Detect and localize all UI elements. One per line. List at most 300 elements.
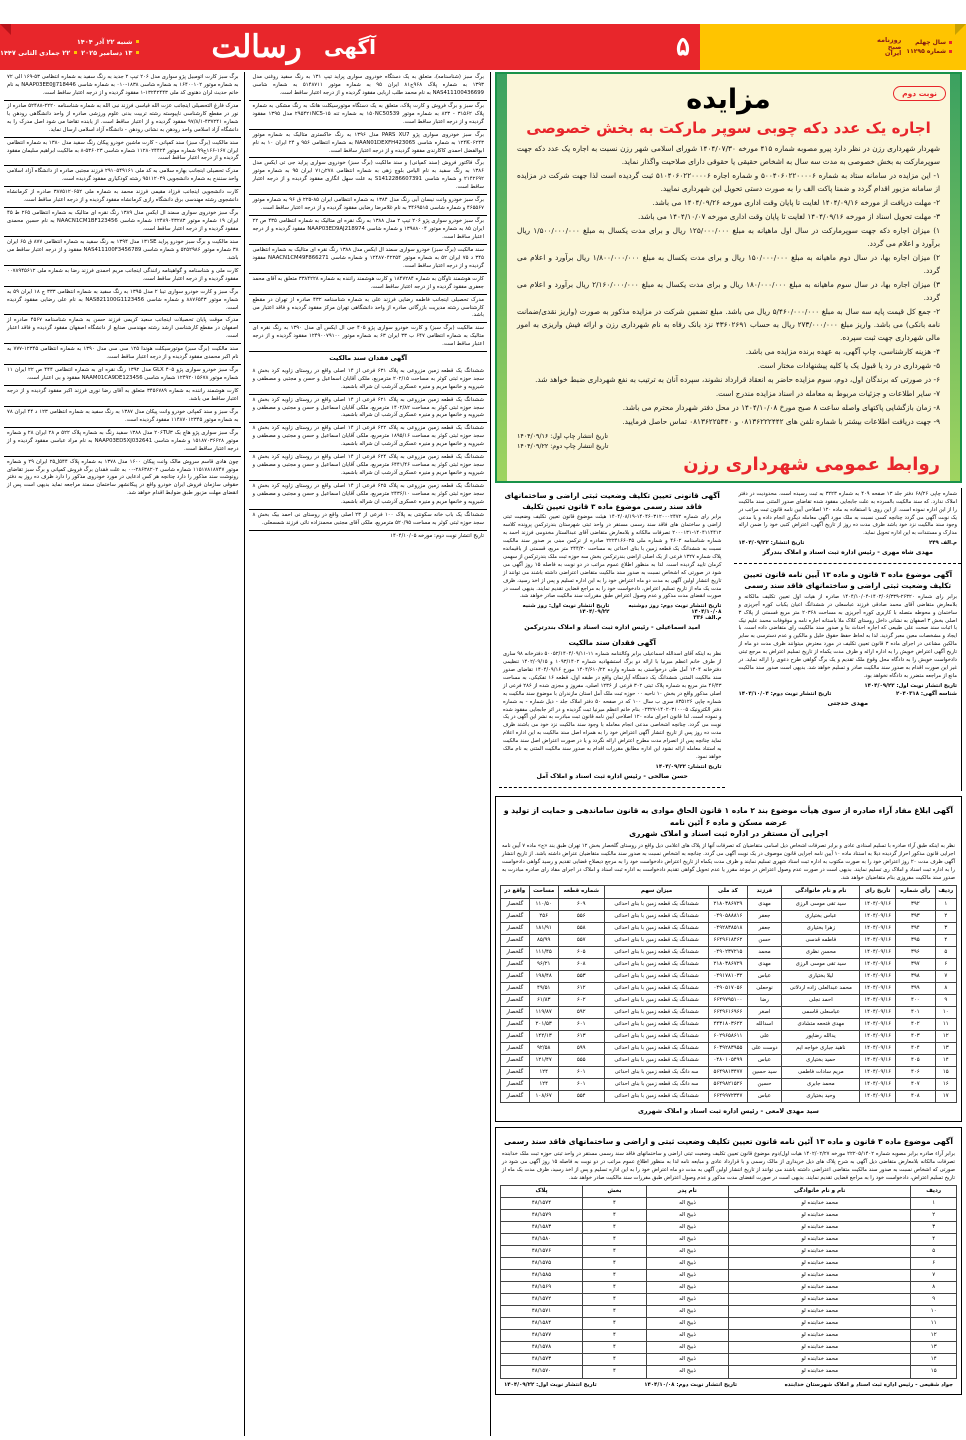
cell-share: سه دانگ یک قطعه زمین با بنای احداثی (604, 1078, 709, 1090)
cell-district: ۴ (583, 1306, 647, 1318)
cell-radif: ۸ (911, 1282, 957, 1294)
th2-full-name: نام و نام خانوادگی (728, 1186, 910, 1198)
cell-date: ۱۴۰۴/۰۹/۱۶ (860, 1078, 896, 1090)
table-khodabandeh (500, 1185, 957, 1379)
cell-district: ۴ (583, 1258, 647, 1270)
year-row (906, 39, 952, 46)
cell-father: ذبیح اله (646, 1330, 728, 1342)
cell-nid: ۲۱۸۰۳۸۶۷۲۹ (709, 898, 747, 910)
classified-ad (249, 101, 486, 130)
cell-radif: ۱۷ (935, 1090, 956, 1102)
ad-text: برگ سبز سواری پژو هاچ بک ۲۰۶TU۳ مدل ۱۳۸۸ سفید رنگ به شماره پلاک ۵۲۲ م ۲۸ ایران ۲۸ و شماره موتور ۱۵۱۸۷۰۳۶۶۲۸ و شماره شاسی NAAP03ED5XJ032641 به نام مراد عباسی مفقود گردیده و از درجه اعتبار ساقط است. (6, 429, 239, 452)
cell-father: دوست علی (747, 1042, 782, 1054)
ad-text: برگ سبز خودرو سواری پژو ۲۰۶ تیپ ۲ مدل ۱۳۸۸ به رنگ نقره ای متالیک به شماره انتظامی ۴۳۵ ص ۲۲ ایران ۸۵ به شماره موتور ۱۳۹۸۸۰۰۴ و شماره شاسی NAAP03ED9AJ218974 مفقود گردیده و از درجه اعتبار ساقط است. (252, 218, 484, 240)
th-ray-number: رأی شماره (895, 886, 935, 898)
cell-date: ۱۴۰۴/۰۹/۱۶ (860, 898, 896, 910)
cell-district: ۴ (583, 1222, 647, 1234)
round-badge: نوبت دوم (893, 86, 946, 101)
cell-radif: ۱۵ (935, 1066, 956, 1078)
cell-date: ۱۴۰۴/۰۹/۱۶ (860, 934, 896, 946)
table-row (500, 946, 956, 958)
table-row (500, 1270, 956, 1282)
cell-name: مریم سادات فاطمی (782, 1066, 860, 1078)
classified-ad (4, 166, 241, 187)
notice-hadishahri-ref: شناسه آگهی: ۲۰۴۰۳۱۸ (895, 690, 957, 697)
cell-district: ۴ (583, 1330, 647, 1342)
corner-fold-right (0, 24, 11, 35)
cell-date: ۱۴۰۴/۰۹/۱۶ (860, 1090, 896, 1102)
cell-father: حسین (747, 1078, 782, 1090)
table2-date-first: تاریخ انتشار نوبت اول: ۱۴۰۴/۰۹/۲۲ (503, 1381, 597, 1388)
cell-radif: ۸ (935, 982, 956, 994)
cell-ray: ۴۰۲ (895, 1018, 935, 1030)
cell-father: مهدی (747, 958, 782, 970)
cell-area: ۱۱۰/۵۰ (529, 898, 558, 910)
cell-loc: گلخصار (500, 994, 529, 1006)
date-block (0, 38, 139, 57)
column-left (495, 72, 962, 1436)
cell-area: ۱۴۲/۱۳ (529, 1030, 558, 1042)
cell-plot: ۶۰۱ (558, 1018, 604, 1030)
classified-ad (249, 274, 486, 295)
cell-father: ذبیح اله (646, 1366, 728, 1378)
cell-name: محسن نظری (782, 946, 860, 958)
notice-lost-deed-head: آگهی فقدان سند مالکیت (568, 638, 656, 648)
ad-text: ششدانگ یک باب خانه سکونتی به پلاک ۱۰۰ فرعی از ۲۳ اصلی واقع در روستای نی احمد بیک بخش ۸ سجد حوزه ثبتی کوثر به مساحت ۵۲۰/۹۵ مترمربع، ملکی آقای مجتبی محمدزاده نائی فرزند شمسعلی. (252, 511, 484, 526)
cell-father: ذبیح اله (646, 1294, 728, 1306)
cell-share: ششدانگ یک قطعه زمین با بنای احداثی (604, 958, 709, 970)
cell-ray: ۳۹۲ (895, 898, 935, 910)
th-radif: ردیف (935, 886, 956, 898)
cell-radif: ۵ (935, 946, 956, 958)
cell-share: ششدانگ یک قطعه زمین با بنای احداثی (604, 922, 709, 934)
table2-signature: جواد شفیعی - رئیس اداره ثبت اسناد و املاک شهرستان خدابنده (784, 1381, 953, 1388)
cell-area: ۱۱۱/۴۵ (529, 946, 558, 958)
classified-ad (4, 365, 241, 386)
notice-bandargaz-signature: مهدی شاه مهری - رئیس اداره ثبت اسناد و املاک بندرگز (762, 549, 933, 557)
cell-radif: ۳ (911, 1222, 957, 1234)
notice-bandargaz-body: شماره چاپی ۶۸/۲۶ دفتر جلد ۱۳ صفحه ۴۰۹ به شماره ۳۲۲۳ به ثبت رسیده است. محدودیت در دفتر املاک ندارد. که سند مالکیت بالسرده به علت جابجایی مفقود شده تقاضای صدور المثنی سند مالکیت را از این اداره نموده است. از این روی با استفاده به ماده ۱۲۰ اصلاحی آیین نامه قانون ثبت مراتب در یک نوبت آگهی می گردد چنانچه کسی نسبت به ملک مورد آگهی معامله دیگری انجام داده و یا مدعی وجود سند مالکیت نزد خود باشد ظرف مدت ده روز از تاریخ آگهی، اعتراض کتبی خود را ضمن ارائه مدارک و مستندات به این اداره تحویل نماید. (738, 490, 957, 537)
cell-share: ششدانگ یک قطعه زمین با بنای احداثی (604, 946, 709, 958)
classified-ad (4, 266, 241, 287)
th2-father: نام پدر (646, 1186, 728, 1198)
ad-text: ششدانگ یک قطعه زمین مزروعی به پلاک ۶۲۵ فرعی از ۱۴ اصلی واقع در روستای زاویه کرد بخش ۸ سجد حوزه ثبتی کوثر به مساحت ۲۴۳۶/۱۰ مترمربع، ملکی آقایان اسماعیل و حسن و مجتبی و مصطفی و شیرویه و خانمها مریم و منیره عسکری آذرشب ان شراله باشمید. (252, 483, 484, 505)
table1-title-line2: اجرایی آن مستقر در اداره ثبت اسناد و املاک شهرری (629, 829, 828, 839)
cell-plot: ۵۵۷ (558, 934, 604, 946)
notice-bandargaz (734, 488, 961, 560)
cell-plot: ۶۰۹ (558, 898, 604, 910)
th2-district: بخش (583, 1186, 647, 1198)
classified-ad (249, 245, 486, 274)
cell-area: ۱۲۴ (529, 1066, 558, 1078)
cell-ray: ۴۰۳ (895, 1030, 935, 1042)
cell-area: ۹۶/۲۱ (529, 958, 558, 970)
cell-plaque: ۴۸/۱۵۷۶ (500, 1246, 582, 1258)
notice-subcolumn-right (730, 488, 962, 791)
table-row (500, 1222, 956, 1234)
auction-intro: شهردار شهرداری رزن در نظر دارد پیرو مصوبه شماره ۴۱۵ مورخه ۱۴۰۴/۰۷/۳۰ شورای اسلامی شهر رزن نسبت به اجاره یک عدد دکه جهت سوپرمارکت به بخش خصوصی به مدت سه سال به اشخاص حقیقی یا حقوقی دارای صلاحیت واگذار نماید. (516, 144, 940, 166)
logo-line-3: ایران (884, 49, 902, 58)
classified-mid-heading: آگهی فقدان سند مالکیت (329, 354, 408, 363)
cell-radif: ۷ (935, 970, 956, 982)
cell-father: ذبیح اله (646, 1354, 728, 1366)
date-other-row (0, 49, 139, 57)
table-row (500, 898, 956, 910)
cell-nid: ۶۰۳۹۲۸۳۹۵۵ (709, 1042, 747, 1054)
cell-name: محمد خدابنده لو (728, 1294, 910, 1306)
classified-ad (249, 481, 486, 510)
cell-father: سید حسین (747, 1066, 782, 1078)
cell-loc: گلخصار (500, 910, 529, 922)
auction-body (517, 143, 940, 429)
cell-loc: گلخصار (500, 1054, 529, 1066)
cell-district: ۴ (583, 1246, 647, 1258)
cell-plot: ۵۵۸ (558, 922, 604, 934)
ad-text: سند مالکیت (برگ سبز) سند کمپانی - کارت ماشین خودرو پیکان رنگ سفید مدل ۱۳۸۰ به شماره انتظامی ایران ۱۶۷-۱۶۶ج۹۹ شماره موتور ۱۱۲۸۰۲۴۴۲۴ شماره شاسی ۵۳۶۰۲۳-۸ به مالکیت ابراهیم سلیمان مفقود گردیده و از درجه اعتبار ساقط است. (6, 139, 239, 162)
table-row (500, 1066, 956, 1078)
cell-plaque: ۴۸/۱۵۷۱ (500, 1306, 582, 1318)
cell-father: ذبیح اله (646, 1306, 728, 1318)
table-row (500, 1330, 956, 1342)
notice-torkaman-date-first: تاریخ انتشار نوبت اول: روز شنبه ۱۴۰۴/۰۹/۲۲ (522, 603, 610, 616)
cell-name: محمد خدابنده لو (728, 1234, 910, 1246)
classified-ad (249, 158, 486, 195)
bullet-square-icon (949, 50, 952, 53)
cell-share: ششدانگ یک قطعه زمین با بنای احداثی (604, 1054, 709, 1066)
cell-share: ششدانگ یک قطعه زمین با بنای احداثی (604, 1042, 709, 1054)
cell-nid: ۰۴۹۰۵۱۷۰۵۶ (709, 982, 747, 994)
cell-loc: گلخصار (500, 970, 529, 982)
table1-section (495, 796, 962, 1122)
cell-name: یدالله رضاپور (782, 1030, 860, 1042)
newspaper-logo (877, 37, 952, 57)
cell-name: محمد جابری (782, 1078, 860, 1090)
cell-name: محمد خدابنده لو (728, 1318, 910, 1330)
ad-text: برگ سبز خودرو وانت نیسان آبی رنگ مدل ۱۳۸۴ به شماره انتظامی ایران ۸۵-۲۲۵ ق ۹۶ به شماره موتور ۴۶۵۵۶۷ و شماره شاسی ۳۴۶۹۵۱۵ به نام غلامرضا رضایی مفقود گردیده و از درجه اعتبار ساقط است. (252, 197, 484, 212)
cell-name: محمد خدابنده لو (728, 1282, 910, 1294)
cell-father: عباس (747, 970, 782, 982)
auction-item: ۳- مهلت تحویل اسناد از مورخه ۱۴۰۴/۰۹/۱۶ لغایت تا پایان وقت اداری مورخه ۱۴۰۴/۱۰/۰۷ می باشد. (638, 211, 940, 221)
cell-date: ۱۴۰۴/۰۹/۱۶ (860, 1030, 896, 1042)
th2-radif: ردیف (911, 1186, 957, 1198)
cell-area: ۱۹۸/۴۸ (529, 970, 558, 982)
classified-ad (249, 423, 486, 452)
cell-father: جعفر (747, 922, 782, 934)
cell-ray: ۴۰۸ (895, 1090, 935, 1102)
table1-title (502, 805, 955, 840)
ad-text: ششدانگ یک قطعه زمین مزروعی به پلاک ۶۲۲ فرعی از ۱۴ اصلی واقع در روستای زاویه کرد بخش ۸ سجد حوزه ثبتی کوثر به مساحت ۱۸۹۵/۱۶ مترمربع، ملکی آقایان اسماعیل و حسن و مجتبی و مصطفی و شیرویه و خانمها مریم و منیره عسکری آذرشب ان شراله باشمید. (252, 425, 484, 448)
cell-name: محمد خدابنده لو (728, 1246, 910, 1258)
cell-share: ششدانگ یک قطعه زمین با بنای احداثی (604, 970, 709, 982)
cell-nid: ۶۶۴۹۷۹۵۱۰۰ (709, 994, 747, 1006)
cell-district: ۴ (583, 1354, 647, 1366)
table-row (500, 934, 956, 946)
cell-district: ۴ (583, 1366, 647, 1378)
th-ray-date: تاریخ رای (860, 886, 896, 898)
auction-item: ۹- جهت دریافت اطلاعات بیشتر با شماره تلفن های ۰۸۱۳۶۲۲۲۴۴۲ و ۰۸۱۳۶۲۲۵۳۴۰ تماس حاصل فرمایید. (622, 416, 940, 426)
auction-signature: روابط عمومی شهرداری رزن (683, 453, 940, 475)
cell-district: ۴ (583, 1270, 647, 1282)
table-row (500, 1366, 956, 1378)
bullet-square-icon (74, 51, 77, 54)
ad-text: ششدانگ یک قطعه زمین مزروعی به پلاک ۶۲۱ فرعی از ۱۴ اصلی واقع در روستای زاویه کرد بخش ۸ سجد حوزه ثبتی کوثر به مساحت ۱۴۰۲/۸۲ مترمربع، ملکی آقایان اسماعیل و حسن و مجتبی و مصطفی و شیرویه و خانمها مریم و منیره عسکری آذرشب ان شراله باشمید. (252, 396, 484, 419)
cell-radif: ۲ (935, 910, 956, 922)
cell-area: ۱۲۴ (529, 1078, 558, 1090)
cell-plaque: ۴۸/۱۵۷۴ (500, 1198, 582, 1210)
cell-radif: ۱۰ (911, 1306, 957, 1318)
classified-ad (4, 428, 241, 457)
ad-text: برگ سبز خودروی سواری پژو PARS XU7 مدل ۱۳۹۶ به رنگ خاکستری متالیک به شماره موتور ۱۲۴K۰۶۲۴۳ به شماره شاسی NAAN01DEXFH423065 به شماره انتظامی ۹۵۶ و ۲۴ ایران ۱۰ به نام ابوالفضل احمدی کاکارندی مفقود گردیده و از درجه اعتبار ساقط است. (252, 131, 484, 154)
classified-ad (4, 187, 241, 208)
cell-share: ششدانگ یک قطعه زمین با بنای احداثی (604, 1006, 709, 1018)
notice-torkaman-body: برابر رای شماره ۱۴۰۴۶۰۳۱۲۰۰۰۲۴۷۲-۱۴۰۴/۰۸/۱۹ هیئت موضوع قانون تعیین تکلیف وضعیت ثبتی اراضی و ساختمان های فاقد سند رسمی مستقر در واحد ثبتی شهرستان بندرترکمن پرونده کلاسه ۱۴۰۴۱۱۴۴۱۲-۲۰۰۰۱۳۱ تصرفات مالکانه و بلامعارض متقاضی آقای عبدالستار مخدومی فرزند احمد به شماره شناسنامه ۴۶۰۲ و شماره ملی ۲۲۲۴۱۶۶۰۳۵ صادره از ترکمن مبنی بر صدور سند مالکیت نسبت به ششدانگ یک قطعه زمین با بنای احداثی به مساحت ۲۴۴/۳۰ متر مربع، قسمتی از باقیمانده پلاک شماره ۱۳۲۷ فرعی از یک اصلی اراضی بندرترکمن بخش سه حوزه ثبت ملک بندرترکمن از سهمی کرمان تایید گردیده است. لذا به منظور اطلاع عموم مراتب در دو نوبت به فاصله ۱۵ روز آگهی می شود در صورتی که اشخاص نسبت به صدور سند مالکیت متقاضی اعتراضی داشته باشند می توانند از تاریخ انتشار اولین آگهی به مدت دو ماه اعتراض خود را به این اداره تسلیم و پس از اخذ رسید، ظرف مدت یک ماه از تاریخ تسلیم اعتراض، دادخواست خود را به مراجع قضایی تقدیم نمایند. بدیهی است در صورت انقضای مدت مذکور و عدم وصول اعتراض طبق مقررات سند مالکیت صادر خواهد شد. (502, 514, 722, 600)
auction-item: ۲- مهلت دریافت از مورخه ۱۴۰۴/۰۹/۱۶ لغایت تا پایان وقت اداری مورخه ۱۴۰۴/۰۹/۲۶ می باشد. (652, 197, 940, 207)
table-row (500, 1090, 956, 1102)
th-father: فرزند (747, 886, 782, 898)
cell-radif: ۹ (911, 1294, 957, 1306)
cell-plot: ۵۵۵ (558, 1054, 604, 1066)
cell-name: حمید بختیاری (782, 1054, 860, 1066)
ad-text: برگ فاکتور فروش (سند کمپانی) و سند مالکیت (برگ سبز) خودروی سواری پراید جی تی ایکس مدل ۱۳۸۶ به رنگ سفید به نام الیاس بلوچ زهی به شماره انتظامی ۲۷۸ن۷۱ ایران ۹۵ به شماره موتور ۲۱۴۲۶۹۲ و شماره شاسی S1412286607391 به علت سهل انگاری مفقود گردیده و از درجه اعتبار ساقط است. (252, 160, 484, 191)
cell-area: ۸۵/۹۹ (529, 934, 558, 946)
cell-area: ۲۵۶ (529, 910, 558, 922)
cell-nid: ۲۱۸۰۳۸۶۷۲۹ (709, 958, 747, 970)
notice-hadishahri (734, 567, 961, 711)
cell-district: ۴ (583, 1198, 647, 1210)
cell-loc: گلخصار (500, 934, 529, 946)
cell-name: فاطمه قدسی (782, 934, 860, 946)
masthead-yellow-panel (700, 24, 966, 70)
cell-plaque: ۴۸/۱۵۸۵ (500, 1270, 582, 1282)
auction-item: ۲- جمع کل قیمت پایه سه سال به مبلغ ۵/۴۶۰/۰۰۰/۰۰۰ ریال می باشد. مبلغ تضمین شرکت در مزایده مذکور به صورت (واریز نقدی/ضمانت نامه بانکی) می باشد. واریز مبلغ ۲۷۳/۰۰۰/۰۰۰ ریال به حساب ۴۳۶۰۲۶۹۱ نزد بانک رفاه به نام شهرداری رزن و ارائه فیش واریزی به امور مالی شهرداری جهت ثبت سپرده. (516, 306, 940, 342)
cell-radif: ۵ (911, 1246, 957, 1258)
cell-date: ۱۴۰۴/۰۹/۱۶ (860, 982, 896, 994)
cell-nid: ۵۶۴۹۸۱۳۴۷۷ (709, 1066, 747, 1078)
th2-plaque: پلاک (500, 1186, 582, 1198)
table-row (500, 1234, 956, 1246)
cell-name: محمد خدابنده لو (728, 1198, 910, 1210)
cell-loc: گلخصار (500, 1078, 529, 1090)
cell-date: ۱۴۰۴/۰۹/۱۶ (860, 1054, 896, 1066)
notice-torkaman-head: آگهی قانونی تعیین تکلیف وضعیت ثبتی اراضی و ساختمانهای فاقد سند رسمی موضوع ماده ۳ قانون تعیین تکلیف (504, 490, 720, 511)
classified-ad (249, 72, 486, 101)
cell-loc: گلخصار (500, 958, 529, 970)
classified-ad (4, 138, 241, 167)
cell-area: ۹۲/۵۸ (529, 1042, 558, 1054)
ad-text: برگ سبز و کارت خودرو سواری تیبا ۲ مدل ۱۳۹۵ به رنگ سفید به شماره انتظامی ۳۳۳ ج ۱۸ ایران ۵۹ به شماره موتور ۸۸۷۶۵۴۳ و شماره شاسی NAS821100G1123456 به نام علی رضایی مفقود گردیده است. (6, 288, 239, 311)
logo-line-1: روزنامه (877, 35, 902, 44)
th-full-name: نام و نام خانوادگی (782, 886, 860, 898)
ad-text: کارت دانشجویی اینجانب فرزاد مقیمی فرزند محمد به شماره ملی ۳۸۷۵۱۲۰۶۵۲ صادره از کرمانشاه دانشجوی رشته مهندسی برق دانشگاه رازی کرمانشاه مفقود گردیده و از درجه اعتبار ساقط است. (6, 189, 239, 204)
cell-date: ۱۴۰۴/۰۹/۱۶ (860, 958, 896, 970)
classified-ad (4, 315, 241, 344)
cell-plaque: ۴۸/۱۵۷۸ (500, 1342, 582, 1354)
cell-date: ۱۴۰۴/۰۹/۱۶ (860, 922, 896, 934)
cell-name: محمد خدابنده لو (728, 1366, 910, 1378)
cell-share: سه دانگ یک قطعه زمین با بنای احداثی (604, 1066, 709, 1078)
cell-date: ۱۴۰۴/۰۹/۱۶ (860, 910, 896, 922)
table2-title: آگهی موضوع ماده ۳ قانون و ماده ۱۳ آئین نامه قانون تعیین تکلیف وضعیت ثبتی و اراضی و ساختمانهای فاقد سند رسمی (504, 1136, 953, 1146)
cell-area: ۴۹/۵۱ (529, 982, 558, 994)
cell-plot: ۶۰۱ (558, 1066, 604, 1078)
cell-district: ۴ (583, 1342, 647, 1354)
notice-lost-deed (499, 635, 726, 783)
cell-area: ۶۱/۸۳ (529, 994, 558, 1006)
table-row (500, 1318, 956, 1330)
cell-radif: ۱۳ (911, 1342, 957, 1354)
cell-father: مهدی (747, 898, 782, 910)
cell-radif: ۶ (911, 1258, 957, 1270)
notice-bandargaz-foot (738, 540, 957, 546)
notice-hadishahri-date-second: تاریخ انتشار نوبت دوم: ۱۴۰۴/۱۰/۰۴ (738, 690, 832, 697)
cell-radif: ۲ (911, 1210, 957, 1222)
cell-radif: ۱۰ (935, 1006, 956, 1018)
cell-name: عباسعلی قاسمی (782, 1006, 860, 1018)
auction-advertisement (495, 72, 962, 483)
cell-date: ۱۴۰۴/۰۹/۱۶ (860, 994, 896, 1006)
cell-ray: ۴۰۴ (895, 1042, 935, 1054)
cell-father: ذبیح اله (646, 1222, 728, 1234)
cell-name: محمد خدابنده لو (728, 1258, 910, 1270)
table-row (500, 1354, 956, 1366)
th-location: واقع در (500, 886, 529, 898)
auction-item: ۸- زمان بازگشایی پاکتهای واصله ساعت ۸ صبح مورخ ۱۴۰۴/۱۰/۰۸ در محل دفتر شهردار محترم می باشد. (622, 402, 940, 412)
ad-text: سند مالکیت (برگ سبز) موتورسیکلت هوندا ۱۲۵ سی سی مدل ۱۳۹۰ به شماره انتظامی ۱۲۳۴۵-۷۷۷ به نام اکبر محمدی مفقود گردیده و از درجه اعتبار ساقط است. (6, 346, 239, 361)
auction-publication-dates (517, 432, 940, 452)
cell-plaque: ۴۸/۱۵۷۷ (500, 1330, 582, 1342)
cell-father: ذبیح اله (646, 1342, 728, 1354)
notice-torkaman-ref: م.الف ۳۳۶ (693, 615, 722, 622)
cell-loc: گلخصار (500, 1066, 529, 1078)
notice-bandar-torkaman (499, 488, 726, 636)
date-lunar: ۲۲ جمادی الثانی ۱۴۴۷ (0, 48, 71, 57)
th-plot-number: شماره قطعه (558, 886, 604, 898)
cell-name: زهرا بختیاری (782, 922, 860, 934)
notice-hadishahri-head: آگهی موضوع ماده ۳ قانون و ماده ۱۳ آیین نامه قانون تعیین تکلیف وضعیت ثبتی اراضی و ساختمانهای فاقد سند رسمی (743, 570, 953, 591)
cell-ray: ۴۰۶ (895, 1066, 935, 1078)
cell-plaque: ۴۸/۱۵۶۹ (500, 1282, 582, 1294)
cell-radif: ۱۳ (935, 1042, 956, 1054)
cell-plot: ۶۰۱ (558, 1078, 604, 1090)
bullet-square-icon (136, 40, 139, 43)
cell-plaque: ۴۸/۱۵۷۳ (500, 1354, 582, 1366)
notice-subcolumn-left (495, 488, 726, 791)
classified-ad (4, 457, 241, 501)
cell-father: عباس (747, 1090, 782, 1102)
notice-bandargaz-ref: م.الف ۲۴۹ (928, 540, 957, 547)
notice-lost-deed-date: تاریخ انتشار: ۱۴۰۴/۰۹/۲۲ (655, 763, 722, 770)
cell-area: ۱۲۱/۴۷ (529, 1054, 558, 1066)
cell-ray: ۳۹۵ (895, 934, 935, 946)
cell-plaque: ۴۸/۱۵۷۵ (500, 1258, 582, 1270)
cell-ray: ۳۹۸ (895, 970, 935, 982)
auction-title: مزایده (686, 84, 771, 115)
notice-lost-deed-signature: حسن صالحی - رئیس اداره ثبت اسناد و املاک آمل (536, 772, 688, 780)
cell-loc: گلخصار (500, 946, 529, 958)
classified-ad (249, 395, 486, 424)
cell-plaque: ۴۸/۱۵۸۴ (500, 1318, 582, 1330)
cell-share: ششدانگ یک قطعه زمین با بنای احداثی (604, 994, 709, 1006)
table2-intro: برابر آراء صادره برابر مصوبه شماره ۲۲۲۰۵/۱۴۰۲ مورخه ۱۴۰۲/۰۲/۲۷ هیات اول/دوم موضوع قانون تعیین تکلیف وضعیت ثبتی اراضی و ساختمانهای فاقد سند رسمی مستقر در واحد ثبتی حوزه ثبت ملک خدابنده تصرفات مالکانه بلامعارض متقاضی ذیل آگهی به شرح پلاک های ذیل خریداری از مالک رسمی و با قرارداد عادی و مبایعه نامه لذا به منظور اطلاع عموم مراتب در دو نوبت به فاصله ۱۵ روز آگهی می شود در صورتی که اشخاص نسبت به صدور سند مالکیت متقاضی اعتراضی داشته باشند می توانند از تاریخ انتشار اولین آگهی به مدت دو ماه اعتراض خود را به این اداره تسلیم و پس از اخذ رسید، ظرف مدت یک ماه از تاریخ تسلیم اعتراض، دادخواست خود را به مراجع قضایی تقدیم نمایند. بدیهی است در صورت انقضای مدت مذکور و عدم وصول اعتراض طبق مقررات سند مالکیت صادر خواهد شد. (501, 1150, 956, 1181)
table-row (500, 1306, 956, 1318)
table1-title-line1: آگهی ابلاغ مفاد آراء صادره از سوی هیأت موضوع بند ۲ ماده ۱ قانون الحاق موادی به قانون ساماندهی و حمایت از تولید و عرضه مسکن و ماده ۶ آئین نامه (503, 805, 954, 827)
table-row (500, 1054, 956, 1066)
notice-hadishahri-body: برابر رای شماره ۲۶۳۲۰-۱۴۰۳/۰۶/۳۳۹-۱۴۰۴/۱۰/۰۴ صادره از هیات اول تعیین تکلیف مالکانه و بلامعارض متقاضی آقای محمد صادقی فرزند عباسعلی در ششدانگ اعیان یکباب کوره آجرپزی و ساختمان و محوطه متصله با کاربری کوره آجرپزی به مساحت ۲۰۳۶۸ متر مربع قسمتی از پلاک ۳ اصلی بخش ۳ اصفهان به نشانی داخل روستای کلاک ملا باستانه اجاره نامه و موقوفات محمد علیم نیک با اثبات سند صحت علی طبیعی که اجاره احداث بنا و صدور سند مالکیت رای متقاضی داده است. با ایجاد و مشخصات معین معبر گردید. لذا به لحاظ حفظ حقوق خلیل و مالکین و عدم دسترسی به سایر مالکین مشاعی در اجرای ماده ۳ قانون تعیین تکلیف در مورد معترض میتوانند ظرف مدت دو ماه از تاریخ آگهی اعتراض خویش را به اداره ارائه و ظرف مدت یکماه از تاریخ تسلیم اعتراض به مرجع ثبتی دادخواست خویش را به دادگاه محل وقوع ملک تقدیم و یک برگ گواهی طرح دعوی را ارائه نماید. در غیر این صورت اقدام به صدور سند مالکیت صادر و تسلیم خواهد شد. بدیهی است صدور سند مالکیت مانع از مراجعه متضرر به دادگاه نخواهد بود. (738, 593, 957, 679)
cell-plot: ۵۵۶ (558, 910, 604, 922)
cell-ray: ۴۰۷ (895, 1078, 935, 1090)
cell-nid: ۶۶۴۹۶۱۶۹۶۶ (709, 1006, 747, 1018)
table2-body (500, 1198, 956, 1378)
cell-plot: ۶۰۵ (558, 946, 604, 958)
cell-share: ششدانگ یک قطعه زمین با بنای احداثی (604, 982, 709, 994)
cell-ray: ۳۹۳ (895, 910, 935, 922)
cell-share: ششدانگ یک قطعه زمین با بنای احداثی (604, 910, 709, 922)
cell-father: ذبیح اله (646, 1270, 728, 1282)
ad-text: ششدانگ یک قطعه زمین مزروعی به پلاک ۶۲۴ فرعی از ۱۴ اصلی واقع در روستای زاویه کرد بخش ۸ سجد حوزه ثبتی کوثر به مساحت ۶۴۴۱/۴۶ مترمربع، ملکی آقایان اسماعیل و حسن و مجتبی و مصطفی و شیرویه و خانمها مریم و منیره عسکری آذرشب ان شراله باشمید. (252, 454, 484, 477)
cell-name: محمد خدابنده لو (728, 1330, 910, 1342)
cell-nid: ۰۴۹۲۸۳۸۵۱۸ (709, 922, 747, 934)
cell-loc: گلخصار (500, 1006, 529, 1018)
cell-father: ذبیح اله (646, 1246, 728, 1258)
notice-hadishahri-dates2 (738, 691, 957, 697)
cell-nid: ۰۴۹۰۵۸۸۸۱۶ (709, 910, 747, 922)
cell-date: ۱۴۰۴/۰۹/۱۶ (860, 970, 896, 982)
cell-ray: ۳۹۷ (895, 958, 935, 970)
masthead (0, 24, 966, 70)
notice-torkaman-date-second: تاریخ انتشار نوبت دوم: روز دوشنبه ۱۴۰۴/۱۰/۰۸ (628, 603, 722, 616)
cell-radif: ۱۲ (911, 1330, 957, 1342)
cell-ray: ۳۹۹ (895, 982, 935, 994)
cell-plot: ۶۱۳ (558, 1030, 604, 1042)
date-gregorian: ۱۳ دسامبر ۲۰۲۵ (81, 48, 133, 57)
cell-ray: ۴۰۵ (895, 1054, 935, 1066)
page-number: ۵ (676, 32, 690, 62)
table-row (500, 1078, 956, 1090)
ad-text: مدرک تحصیلی اینجانب فاطمه رضایی فرزند علی به شماره شناسنامه ۴۳۲ صادره از تهران در مقطع کارشناسی رشته مدیریت بازرگانی صادره از واحد دانشگاهی تهران مرکز مفقود گردیده و فاقد اعتبار می باشد. (252, 296, 484, 319)
table-row (500, 1246, 956, 1258)
cell-plot: ۵۹۲ (558, 1006, 604, 1018)
cell-father: عباس (747, 1054, 782, 1066)
classified-ad (4, 344, 241, 365)
ad-text: چون هادی قاسم سروش مالک وانت پیکان ۱۶۰۰ مدل ۱۳۷۸ به شماره پلاک ۵۴۴ل۲۵ ایران ۲۹ و شماره موتور ۱۱۵۱۷۸۱۸۷۴۷ شماره شاسی ۲۸۶۳۸۲۰۲-۰۰ به علت فقدان برگ فروش کمپانی و برگ سبز تقاضای رونوشت سند مذکور را دارد چنانچه هر کس ادعایی در مورد خودروی مذکور را دارد ظرف ده روز به دفتر حقوقی سازمان فروش ایران خودرو واقع در پیکانشهر ساختمان سمند مراجعه نماید بدیهی است پس از انقضای مهلت مزبور طبق ضوابط اقدام خواهد شد. (6, 458, 239, 497)
cell-nid: ۶۶۴۹۶۱۸۴۶۲ (709, 934, 747, 946)
cell-name: احمد نجلی (782, 994, 860, 1006)
cell-radif: ۴ (935, 934, 956, 946)
table-shahr-rey (500, 885, 957, 1103)
notice-torkaman-dates (503, 603, 722, 615)
cell-district: ۴ (583, 1294, 647, 1306)
ad-text: کارت هوشمند راننده به شماره ۳۴۵۶۷۸۹ متعلق به آقای رضا نوری فرزند اکبر مفقود گردیده و از درجه اعتبار ساقط می باشد. (6, 388, 239, 402)
classified-ad (4, 237, 241, 266)
notice-hadishahri-date-first: تاریخ انتشار نوبت اول: ۱۴۰۴/۰۹/۲۲ (864, 682, 957, 689)
cell-father: ذبیح اله (646, 1198, 728, 1210)
th-share: میزان سهم (604, 886, 709, 898)
auction-item: ۱) میزان اجاره دکه جهت سوپرمارکت در سال اول ماهیانه به مبلغ ۱۲۵/۰۰۰/۰۰۰ ریال و برای مدت یکسال به مبلغ ۱/۵۰۰/۰۰۰/۰۰۰ ریال برآورد و اعلام می گردد. (516, 225, 941, 248)
auction-item: ۵- شهرداری در رد یا قبول یک یا کلیه پیشنهادات مختار است. (757, 360, 940, 370)
cell-area: ۱۱۹/۸۷ (529, 1006, 558, 1018)
logo-line-2: صبح (887, 42, 902, 51)
notice-subcolumns (495, 488, 962, 791)
auction-item: ۳) میزان اجاره بها، در سال سوم ماهیانه به مبلغ ۱۸۰/۰۰۰/۰۰۰ ریال و برای مدت یکسال به مبلغ ۲/۱۶۰/۰۰۰/۰۰۰ ریال برآورد و اعلام می گردد. (516, 279, 940, 302)
cell-radif: ۴ (911, 1234, 957, 1246)
date-solar: شنبه ۲۲ آذر ۱۴۰۴ (76, 37, 133, 46)
table-row (500, 1342, 956, 1354)
cell-loc: گلخصار (500, 1030, 529, 1042)
section-title: آگهی (324, 35, 376, 59)
table2-header-row (500, 1186, 956, 1198)
auction-item: ۲) میزان اجاره بها، در سال دوم ماهیانه به مبلغ ۱۵۰/۰۰۰/۰۰۰ ریال و برای مدت یکسال به مبلغ ۱/۸۰۰/۰۰۰/۰۰۰ ریال برآورد و اعلام می گردد. (516, 252, 941, 275)
cell-radif: ۱۵ (911, 1366, 957, 1378)
